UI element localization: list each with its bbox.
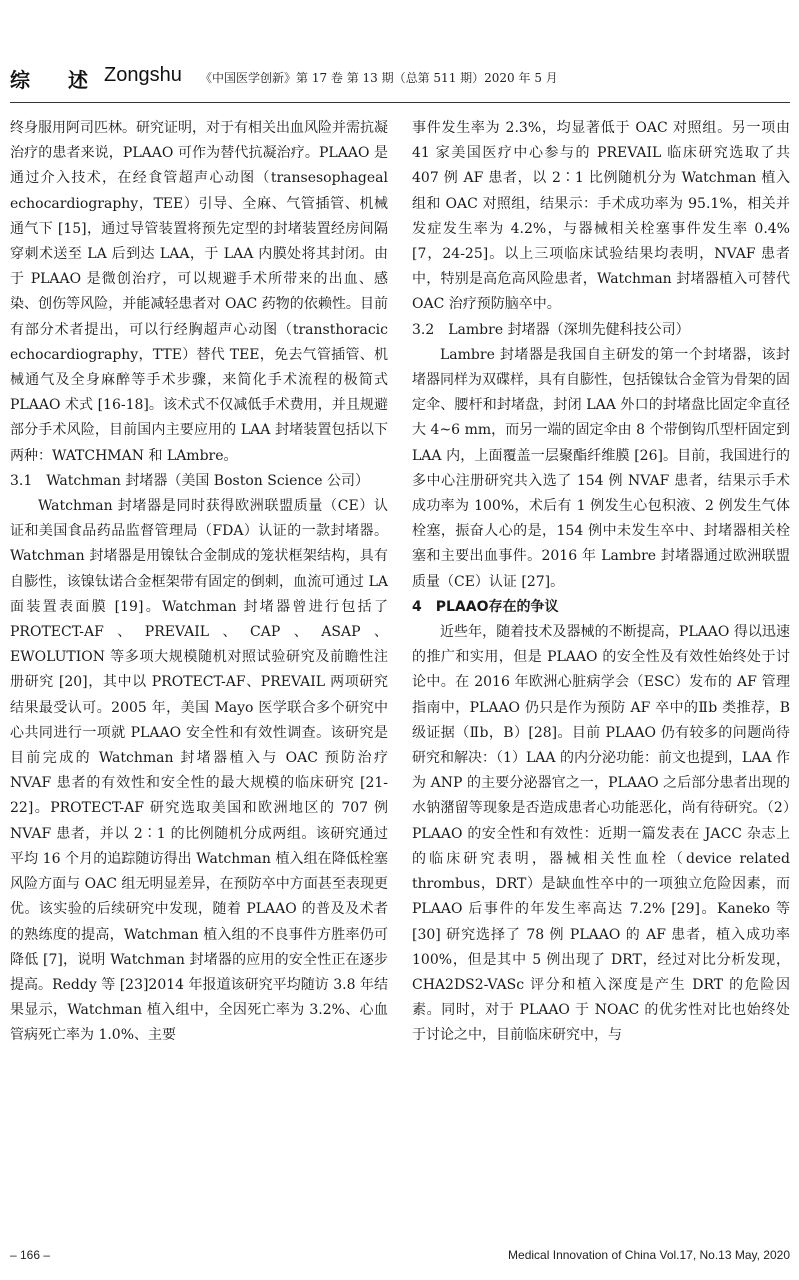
section-label-pinyin: Zongshu xyxy=(104,64,182,86)
section-label-shu: 述 xyxy=(68,68,88,92)
page-number: – 166 – xyxy=(10,1248,51,1262)
journal-footer: Medical Innovation of China Vol.17, No.13 May, 2020 xyxy=(508,1248,790,1262)
paragraph-right-3: 近些年，随着技术及器械的不断提高，PLAAO 得以迅速的推广和实用，但是 PLAAO 的安全性及有效性始终处于讨论中。在 2016 年欧洲心脏病学会（ESC）发布的 AF 管理指南中，PLAAO 仍只是作为预防 AF 卒中的Ⅱb 类推荐，B 级证据（Ⅱb，B）[28]。目前 PLAAO 仍有较多的问题尚待研究和解决：（1）LAA 的内分泌功能：前文也提到，LAA 作为 ANP 的主要分泌器官之一，PLAAO 之后部分患者出现的水钠潴留等现象是否造成患者心功能恶化，尚有待研究。（2）PLAAO 的安全性和有效性：近期一篇发表在 JACC 杂志上的临床研究表明，器械相关性血栓（device related thrombus，DRT）是缺血性卒中的一项独立危险因素，而 PLAAO 后事件的年发生率高达 7.2% [29]。Kaneko 等 [30] 研究选择了 78 例 PLAAO 的 AF 患者，植入成功率 100%，但是其中 5 例出现了 DRT，经过对比分析发现，CHA2DS2-VASc 评分和植入深度是产生 DRT 的危险因素。同时，对于 PLAAO 于 NOAC 的优劣性对比也始终处于讨论之中，目前临床研究中，与 xyxy=(412,624,790,1044)
left-column xyxy=(10,116,388,1049)
paragraph-left-2: Watchman 封堵器是同时获得欧洲联盟质量（CE）认证和美国食品药品监督管理局（FDA）认证的一款封堵器。Watchman 封堵器是用镍钛合金制成的笼状框架结构，具有自膨性，该镍钛诺合金框架带有固定的倒刺，血流可通过 LA 面装置表面膜 [19]。Watchman 封堵器曾进行包括了 PROTECT-AF、PREVAIL、CAP、ASAP、EWOLUTION 等多项大规模随机对照试验研究及前瞻性注册研究 [20]，其中以 PROTECT-AF、PREVAIL 两项研究结果最受认可。2005 年，美国 Mayo 医学联合多个研究中心共同进行一项就 PLAAO 安全性和有效性调查。该研究是目前完成的 Watchman 封堵器植入与 OAC 预防治疗 NVAF 患者的有效性和安全性的最大规模的临床研究 [21-22]。PROTECT-AF 研究选取美国和欧洲地区的 707 例 NVAF 患者，并以 2∶1 的比例随机分成两组。该研究通过平均 16 个月的追踪随访得出 Watchman 植入组在降低栓塞风险方面与 OAC 组无明显差异，在预防卒中方面甚至表现更优。该实验的后续研究中发现，随着 PLAAO 的普及及术者的熟练度的提高，Watchman 植入组的不良事件方胜率仍可降低 [7]，说明 Watchman 封堵器的应用的安全性正在逐步提高。Reddy 等 [23]2014 年报道该研究平均随访 3.8 年结果显示，Watchman 植入组中，全因死亡率为 3.2%、心血管病死亡率为 1.0%、主要 xyxy=(10,498,388,1044)
right-column xyxy=(412,116,790,1049)
subsection-heading-3-2: 3.2 Lambre 封堵器（深圳先健科技公司） xyxy=(412,321,690,338)
paragraph-left-1: 终身服用阿司匹林。研究证明，对于有相关出血风险并需抗凝治疗的患者来说，PLAAO 可作为替代抗凝治疗。PLAAO 是通过介入技术，在经食管超声心动图（transesophageal echocardiography，TEE）引导、全麻、气管插管、机械通气下 [15]，通过导管装置将预先定型的封堵装置经房间隔穿刺术送至 LA 后到达 LAA，于 LAA 内膜处将其封闭。由于 PLAAO 是微创治疗，可以规避手术所带来的出血、感染、创伤等风险，并能减轻患者对 OAC 药物的依赖性。目前有部分术者提出，可以行经胸超声心动图（transthoracic echocardiography，TTE）替代 TEE，免去气管插管、机械通气及全身麻醉等手术步骤，来简化手术流程的极简式 PLAAO 术式 [16-18]。该术式不仅减低手术费用，并且规避部分手术风险，目前国内主要应用的 LAA 封堵装置包括以下两种：WATCHMAN 和 LAmbre。 xyxy=(10,120,388,464)
page-footer xyxy=(10,1248,790,1268)
running-header xyxy=(10,64,790,94)
section-label-zong: 综 xyxy=(10,68,30,92)
subsection-heading-3-1: 3.1 Watchman 封堵器（美国 Boston Science 公司） xyxy=(10,472,370,489)
header-rule xyxy=(10,102,790,103)
section-heading-4: 4 PLAAO存在的争议 xyxy=(412,598,559,615)
paragraph-right-1: 事件发生率为 2.3%，均显著低于 OAC 对照组。另一项由 41 家美国医疗中心参与的 PREVAIL 临床研究选取了共 407 例 AF 患者，以 2∶1 比例随机分为 Watchman 植入组和 OAC 对照组，结果示：手术成功率为 95.1%，相关并发症发生率为 4.2%，与器械相关栓塞事件发生率 0.4% [7，24-25]。以上三项临床试验结果均表明，NVAF 患者中，特别是高危高风险患者，Watchman 封堵器植入可替代 OAC 治疗预防脑卒中。 xyxy=(412,120,790,313)
journal-citation: 《中国医学创新》第 17 卷 第 13 期（总第 511 期）2020 年 5 月 xyxy=(200,71,558,85)
paragraph-right-2: Lambre 封堵器是我国自主研发的第一个封堵器，该封堵器同样为双碟样，具有自膨性，包括镍钛合金管为骨架的固定伞、腰杆和封堵盘，封闭 LAA 外口的封堵盘比固定伞直径大 4~6 mm，而另一端的固定伞由 8 个带倒钩爪型杆固定到 LAA 内，上面覆盖一层聚酯纤维膜 [26]。目前，我国进行的多中心注册研究共入选了 154 例 NVAF 患者，结果示手术成功率为 100%，术后有 1 例发生心包积液、2 例发生气体栓塞，振奋人心的是，154 例中未发生卒中、封堵器相关栓塞和主要出血事件。2016 年 Lambre 封堵器通过欧洲联盟质量（CE）认证 [27]。 xyxy=(412,346,790,590)
